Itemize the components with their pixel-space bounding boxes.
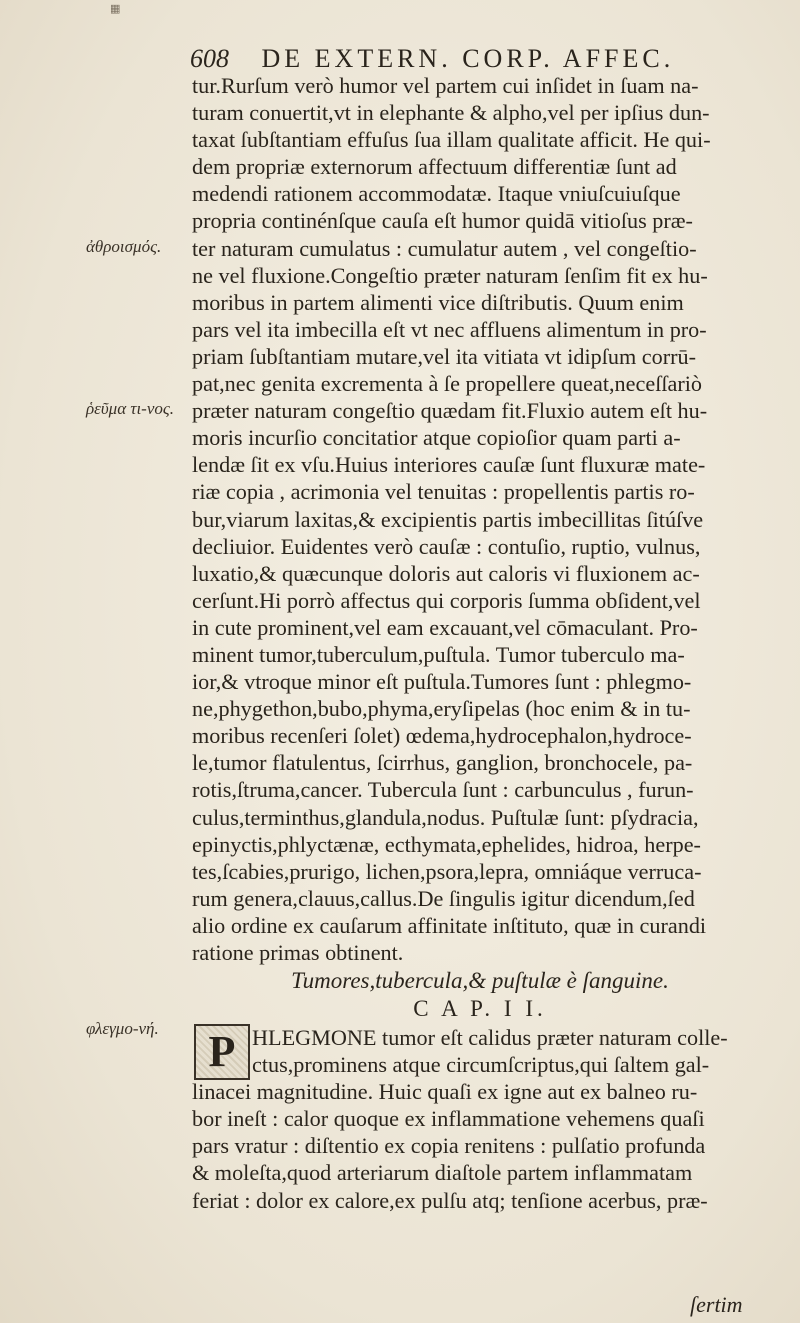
text-line: HLEGMONE tumor eſt calidus præter naturam colle- (252, 1025, 728, 1050)
text-line: ratione primas obtinent. (192, 940, 404, 965)
margin-note: φλεγμο-νή. (86, 1019, 159, 1038)
library-stamp-icon: ▦ (110, 3, 121, 15)
text-line: moris incurſio concitatior atque copioſior quam parti a- (192, 425, 681, 451)
text-line: bor ineſt : calor quoque ex inflammatione vehemens quaſi (192, 1106, 705, 1132)
chapter-text (192, 1024, 772, 1214)
dropcap-initial: P (194, 1024, 250, 1080)
text-line: tes,ſcabies,prurigo, lichen,psora,lepra, omniáque verruca- (192, 858, 702, 884)
text-line: decliuior. Euidentes verò cauſæ : contuſio, ruptio, vulnus, (192, 533, 701, 559)
margin-note: ῥεῦμα τι-νος. (86, 399, 175, 418)
text-line: culus,terminthus,glandula,nodus. Puſtulæ ſunt: pſydracia, (192, 804, 699, 830)
text-line: in cute prominent,vel eam excauant,vel cōmaculant. Pro- (192, 614, 698, 640)
text-line: ne,phygethon,bubo,phyma,eryſipelas (hoc enim & in tu- (192, 696, 691, 722)
text-line: moribus in partem alimenti vice diſtributis. Quum enim (192, 289, 684, 315)
text-line: ne vel fluxione.Congeſtio præter naturam ſenſim fit ex hu- (192, 262, 708, 288)
page-header (190, 44, 750, 74)
catchword: ſertim (690, 1292, 743, 1317)
main-text (192, 72, 772, 966)
text-line: minent tumor,tuberculum,puſtula. Tumor tuberculo ma- (192, 641, 685, 667)
text-line: ctus,prominens atque circumſcriptus,qui ſaltem gal- (252, 1052, 710, 1078)
text-line: lendæ ſit ex vſu.Huius interiores cauſæ ſunt fluxuræ mate- (192, 452, 706, 478)
text-line: turam conuertit,vt in elephante & alpho,vel per ipſius dun- (192, 100, 710, 126)
text-line: dem propriæ externorum affectuum differentiæ ſunt ad (192, 154, 677, 180)
text-line: præter naturam congeſtio quædam fit.Fluxio autem eſt hu- (192, 398, 708, 424)
text-line: ter naturam cumulatus : cumulatur autem , vel congeſtio- (192, 235, 697, 261)
text-line: pars vel ita imbecilla eſt vt nec affluens alimentum in pro- (192, 316, 707, 342)
text-line: rum genera,clauus,callus.De ſingulis igitur dicendum,ſed (192, 885, 695, 911)
text-line: medendi rationem accommodatæ. Itaque vniuſcuiuſque (192, 181, 681, 207)
text-line: pat,nec genita excrementa à ſe propellere queat,neceſſariò (192, 371, 703, 397)
page-number: 608 (190, 44, 229, 73)
text-line: riæ copia , acrimonia vel tenuitas : propellentis partis ro- (192, 479, 695, 505)
text-line: epinyctis,phlyctænæ, ecthymata,ephelides, hidroa, herpe- (192, 831, 701, 857)
text-line: alio ordine ex cauſarum affinitate inſtituto, quæ in curandi (192, 912, 707, 938)
text-line: bur,viarum laxitas,& excipientis partis imbecillitas ſitúſve (192, 506, 704, 532)
text-line: tur.Rurſum verò humor vel partem cui inſidet in ſuam na- (192, 73, 699, 98)
running-title: DE EXTERN. CORP. AFFEC. (261, 44, 675, 73)
text-line: propria continénſque cauſa eſt humor quidā vitioſus præ- (192, 208, 693, 234)
text-line: le,tumor flatulentus, ſcirrhus, ganglion, bronchocele, pa- (192, 750, 693, 776)
margin-note: ἀθροισμός. (86, 237, 162, 256)
text-line: taxat ſubſtantiam effuſus ſua illam qualitate afficit. He qui- (192, 127, 711, 153)
text-line: feriat : dolor ex calore,ex pulſu atq; tenſione acerbus, præ- (192, 1187, 708, 1213)
text-line: ior,& vtroque minor eſt puſtula.Tumores ſunt : phlegmo- (192, 669, 692, 695)
text-line: moribus recenſeri ſolet) œdema,hydrocephalon,hydroce- (192, 723, 692, 749)
text-line: & moleſta,quod arteriarum diaſtole partem inflammatam (192, 1160, 693, 1186)
text-line: linacei magnitudine. Huic quaſi ex igne aut ex balneo ru- (192, 1079, 698, 1105)
text-line: luxatio,& quæcunque doloris aut caloris vi fluxionem ac- (192, 560, 700, 586)
text-line: rotis,ſtruma,cancer. Tubercula ſunt : carbunculus , furun- (192, 777, 694, 803)
text-line: priam ſubſtantiam mutare,vel ita vitiata vt idipſum corrū- (192, 343, 697, 369)
section-title: Tumores,tubercula,& puſtulæ è ſanguine. (291, 968, 669, 993)
text-line: cerſunt.Hi porrò affectus qui corporis ſumma obſident,vel (192, 587, 701, 613)
text-line: pars vratur : diſtentio ex copia renitens : pulſatio profunda (192, 1133, 706, 1159)
chapter-heading: C A P. I I. (413, 996, 547, 1021)
